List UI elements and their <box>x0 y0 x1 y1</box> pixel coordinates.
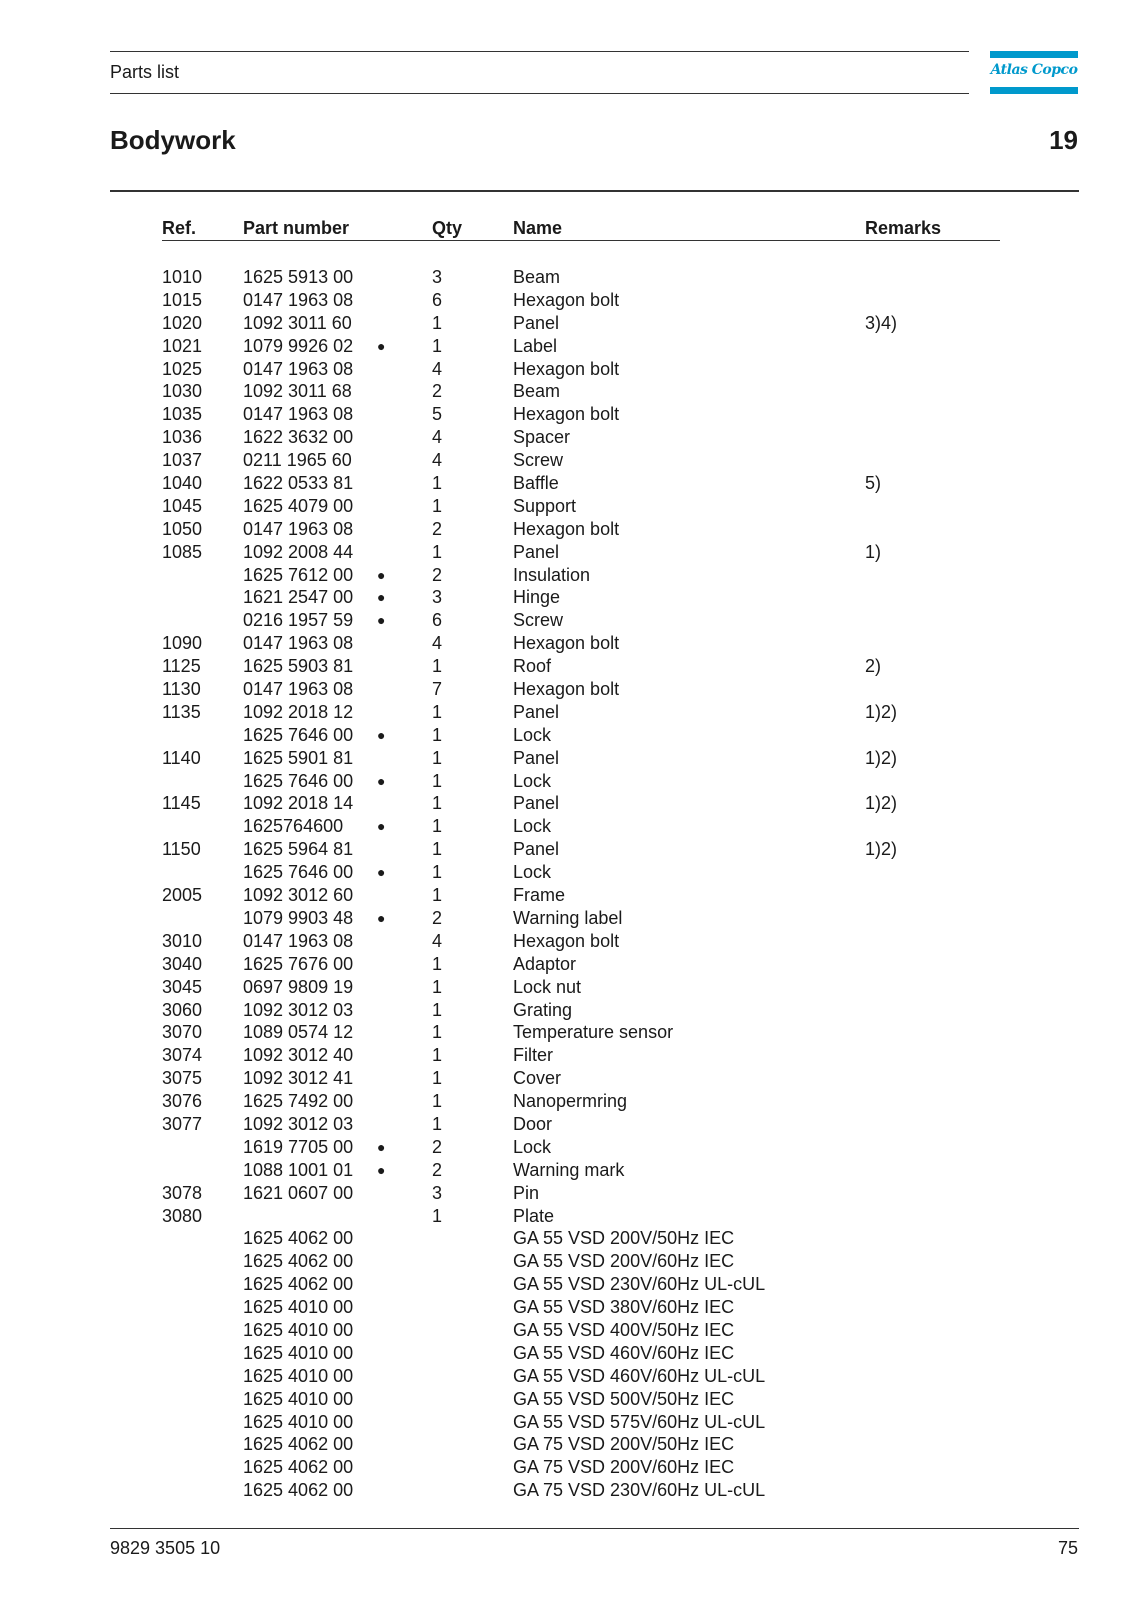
table-row <box>0 1479 1131 1502</box>
part-number-cell: 1621 2547 00 <box>243 587 354 608</box>
logo-text: Atlas Copco <box>990 62 1078 78</box>
bullet-marker: ● <box>377 337 386 354</box>
ref-cell: 1037 <box>162 450 203 471</box>
name-cell: Panel <box>513 747 560 768</box>
qty-cell: 5 <box>432 404 443 425</box>
qty-cell: 6 <box>432 289 443 310</box>
remarks-cell: 1)2) <box>865 747 898 768</box>
table-row <box>0 564 1131 587</box>
ref-cell: 1021 <box>162 335 203 356</box>
part-number-cell: 1625 4010 00 <box>243 1342 354 1363</box>
table-row <box>0 1250 1131 1273</box>
name-cell: GA 75 VSD 200V/60Hz IEC <box>513 1457 735 1478</box>
ref-cell: 3070 <box>162 1022 203 1043</box>
table-row <box>0 266 1131 289</box>
ref-cell: 3045 <box>162 976 203 997</box>
table-row <box>0 403 1131 426</box>
part-number-cell: 1625 4010 00 <box>243 1297 354 1318</box>
name-cell: Beam <box>513 267 561 287</box>
part-number-cell: 1625 5901 81 <box>243 747 354 768</box>
part-number-cell: 1625 4010 00 <box>243 1365 354 1386</box>
page-title: Bodywork <box>110 125 236 155</box>
table-row <box>0 426 1131 449</box>
qty-cell: 4 <box>432 633 443 654</box>
part-number-cell: 1619 7705 00 <box>243 1136 354 1157</box>
qty-cell: 4 <box>432 930 443 951</box>
bullet-marker: ● <box>377 612 386 629</box>
table-row <box>0 1388 1131 1411</box>
col-header-name: Name <box>513 218 563 238</box>
ref-cell: 1150 <box>162 839 201 860</box>
qty-cell: 2 <box>432 381 443 402</box>
table-row <box>0 1365 1131 1388</box>
ref-cell: 1030 <box>162 381 203 402</box>
name-cell: Panel <box>513 541 560 562</box>
table-row <box>0 1090 1131 1113</box>
name-cell: Hexagon bolt <box>513 289 620 310</box>
part-number-cell: 1625 4062 00 <box>243 1457 354 1478</box>
bullet-marker: ● <box>377 589 386 606</box>
qty-cell: 1 <box>432 1068 443 1089</box>
table-row <box>0 884 1131 907</box>
part-number-cell: 0147 1963 08 <box>243 289 354 310</box>
part-number-cell: 1625 4010 00 <box>243 1411 354 1432</box>
part-number-cell: 1625 4010 00 <box>243 1388 354 1409</box>
qty-cell: 1 <box>432 701 443 722</box>
footer-rule <box>110 1528 1079 1529</box>
table-row <box>0 1159 1131 1182</box>
remarks-cell: 1)2) <box>865 793 898 814</box>
part-number-cell: 1625 7646 00 <box>243 770 354 791</box>
part-number-cell: 0697 9809 19 <box>243 976 354 997</box>
ref-cell: 1135 <box>162 701 201 722</box>
logo-bar-top <box>990 51 1078 58</box>
name-cell: Lock nut <box>513 976 582 997</box>
remarks-cell: 1) <box>865 541 882 562</box>
ref-cell: 2005 <box>162 885 203 906</box>
name-cell: Warning mark <box>513 1159 625 1180</box>
part-number-cell: 1092 3012 40 <box>243 1045 354 1066</box>
part-number-cell: 1621 0607 00 <box>243 1182 354 1203</box>
qty-cell: 1 <box>432 656 443 677</box>
col-header-part-number: Part number <box>243 218 350 238</box>
name-cell: Panel <box>513 839 560 860</box>
table-row <box>0 1433 1131 1456</box>
name-cell: Lock <box>513 816 552 837</box>
table-row <box>0 655 1131 678</box>
part-number-cell: 1625 5913 00 <box>243 267 354 287</box>
ref-cell: 3074 <box>162 1045 203 1066</box>
ref-cell: 1025 <box>162 358 203 379</box>
col-header-qty: Qty <box>432 218 463 238</box>
qty-cell: 2 <box>432 564 443 585</box>
table-row <box>0 747 1131 770</box>
name-cell: Hexagon bolt <box>513 930 620 951</box>
col-header-ref: Ref. <box>162 218 197 238</box>
column-header-rule <box>162 240 1000 241</box>
footer-page-number: 75 <box>1057 1538 1078 1558</box>
table-row <box>0 495 1131 518</box>
name-cell: Spacer <box>513 427 571 448</box>
qty-cell: 1 <box>432 1045 443 1066</box>
qty-cell: 1 <box>432 335 443 356</box>
qty-cell: 3 <box>432 587 443 608</box>
name-cell: GA 55 VSD 200V/50Hz IEC <box>513 1228 735 1249</box>
table-row <box>0 770 1131 793</box>
ref-cell: 1125 <box>162 656 201 677</box>
table-row <box>0 815 1131 838</box>
table-row <box>0 609 1131 632</box>
table-row <box>0 312 1131 335</box>
part-number-cell: 1092 2008 44 <box>243 541 354 562</box>
table-row <box>0 1296 1131 1319</box>
qty-cell: 7 <box>432 679 443 700</box>
qty-cell: 2 <box>432 1159 443 1180</box>
table-row <box>0 701 1131 724</box>
bullet-marker: ● <box>377 1138 386 1155</box>
part-number-cell: 1625 7612 00 <box>243 564 354 585</box>
ref-cell: 1145 <box>162 793 201 814</box>
name-cell: Grating <box>513 999 573 1020</box>
name-cell: Screw <box>513 450 564 471</box>
qty-cell: 1 <box>432 976 443 997</box>
qty-cell: 2 <box>432 1136 443 1157</box>
part-number-cell: 0147 1963 08 <box>243 633 354 654</box>
name-cell: Warning label <box>513 907 623 928</box>
table-row <box>0 472 1131 495</box>
part-number-cell: 1092 3012 41 <box>243 1068 354 1089</box>
part-number-cell: 0147 1963 08 <box>243 358 354 379</box>
part-number-cell: 1088 1001 01 <box>243 1159 354 1180</box>
table-row <box>0 1319 1131 1342</box>
title-rule <box>110 190 1079 192</box>
header-top-rule <box>110 51 969 52</box>
bullet-marker: ● <box>377 1161 386 1178</box>
name-cell: Baffle <box>513 473 559 494</box>
remarks-cell: 2) <box>865 656 882 677</box>
bullet-marker: ● <box>377 818 386 835</box>
table-row <box>0 999 1131 1022</box>
table-row <box>0 1067 1131 1090</box>
name-cell: Hexagon bolt <box>513 358 620 379</box>
ref-cell: 3075 <box>162 1068 203 1089</box>
name-cell: GA 55 VSD 460V/60Hz IEC <box>513 1342 735 1363</box>
name-cell: GA 55 VSD 400V/50Hz IEC <box>513 1319 735 1340</box>
header-bottom-rule <box>110 93 969 94</box>
qty-cell: 1 <box>432 312 443 333</box>
name-cell: Screw <box>513 610 564 631</box>
name-cell: Label <box>513 335 558 356</box>
name-cell: Hexagon bolt <box>513 633 620 654</box>
ref-cell: 1045 <box>162 495 203 516</box>
bullet-marker: ● <box>377 909 386 926</box>
part-number-cell: 1089 0574 12 <box>243 1022 354 1043</box>
remarks-cell: 3)4) <box>865 312 898 333</box>
part-number-cell: 1625 4079 00 <box>243 495 354 516</box>
part-number-cell: 1092 3011 60 <box>243 312 352 333</box>
table-row <box>0 1136 1131 1159</box>
part-number-cell: 1092 3012 03 <box>243 999 354 1020</box>
part-number-cell: 1079 9926 02 <box>243 335 354 356</box>
part-number-cell: 1625764600 <box>243 816 344 837</box>
name-cell: Lock <box>513 770 552 791</box>
name-cell: Panel <box>513 701 560 722</box>
qty-cell: 1 <box>432 839 443 860</box>
ref-cell: 1130 <box>162 679 201 700</box>
header-label: Parts list <box>110 62 180 82</box>
qty-cell: 2 <box>432 907 443 928</box>
name-cell: Roof <box>513 656 552 677</box>
part-number-cell: 1092 2018 14 <box>243 793 354 814</box>
part-number-cell: 1092 3012 60 <box>243 885 354 906</box>
part-number-cell: 1092 3012 03 <box>243 1113 354 1134</box>
table-row <box>0 1205 1131 1228</box>
qty-cell: 1 <box>432 1091 443 1112</box>
table-row <box>0 449 1131 472</box>
name-cell: Lock <box>513 724 552 745</box>
ref-cell: 1036 <box>162 427 203 448</box>
name-cell: Nanopermring <box>513 1091 628 1112</box>
qty-cell: 1 <box>432 724 443 745</box>
qty-cell: 1 <box>432 862 443 883</box>
table-row <box>0 1044 1131 1067</box>
part-number-cell: 0147 1963 08 <box>243 404 354 425</box>
part-number-cell: 0147 1963 08 <box>243 930 354 951</box>
ref-cell: 1085 <box>162 541 203 562</box>
part-number-cell: 1625 4062 00 <box>243 1434 354 1455</box>
atlas-copco-logo <box>990 51 1078 94</box>
remarks-cell: 1)2) <box>865 701 898 722</box>
name-cell: GA 75 VSD 230V/60Hz UL-cUL <box>513 1480 766 1501</box>
name-cell: Door <box>513 1113 553 1134</box>
name-cell: Plate <box>513 1205 555 1226</box>
section-number: 19 <box>1049 125 1078 155</box>
part-number-cell: 1622 0533 81 <box>243 473 354 494</box>
name-cell: Beam <box>513 381 561 402</box>
part-number-cell: 0211 1965 60 <box>243 450 352 471</box>
ref-cell: 1140 <box>162 747 201 768</box>
qty-cell: 3 <box>432 1182 443 1203</box>
qty-cell: 1 <box>432 747 443 768</box>
name-cell: Filter <box>513 1045 553 1066</box>
part-number-cell: 1625 4062 00 <box>243 1480 354 1501</box>
name-cell: Temperature sensor <box>513 1022 674 1043</box>
qty-cell: 1 <box>432 495 443 516</box>
ref-cell: 1015 <box>162 289 203 310</box>
table-row <box>0 1227 1131 1250</box>
ref-cell: 1090 <box>162 633 203 654</box>
table-row <box>0 1113 1131 1136</box>
table-row <box>0 792 1131 815</box>
table-row <box>0 907 1131 930</box>
table-row <box>0 838 1131 861</box>
part-number-cell: 1625 4062 00 <box>243 1228 354 1249</box>
ref-cell: 3080 <box>162 1205 203 1226</box>
qty-cell: 1 <box>432 1113 443 1134</box>
name-cell: Pin <box>513 1182 540 1203</box>
qty-cell: 2 <box>432 518 443 539</box>
name-cell: Insulation <box>513 564 591 585</box>
name-cell: Hinge <box>513 587 561 608</box>
part-number-cell: 1625 4062 00 <box>243 1274 354 1295</box>
part-number-cell: 1079 9903 48 <box>243 907 354 928</box>
name-cell: Adaptor <box>513 953 577 974</box>
ref-cell: 3078 <box>162 1182 203 1203</box>
qty-cell: 1 <box>432 473 443 494</box>
part-number-cell: 0216 1957 59 <box>243 610 354 631</box>
table-row <box>0 678 1131 701</box>
name-cell: Support <box>513 495 577 516</box>
bullet-marker: ● <box>377 566 386 583</box>
table-row <box>0 976 1131 999</box>
table-row <box>0 289 1131 312</box>
qty-cell: 4 <box>432 358 443 379</box>
table-row <box>0 930 1131 953</box>
name-cell: Hexagon bolt <box>513 404 620 425</box>
ref-cell: 1050 <box>162 518 203 539</box>
qty-cell: 6 <box>432 610 443 631</box>
name-cell: Lock <box>513 862 552 883</box>
table-row <box>0 1021 1131 1044</box>
table-row <box>0 1182 1131 1205</box>
part-number-cell: 0147 1963 08 <box>243 679 354 700</box>
name-cell: Frame <box>513 885 566 906</box>
name-cell: GA 75 VSD 200V/50Hz IEC <box>513 1434 735 1455</box>
part-number-cell: 1622 3632 00 <box>243 427 354 448</box>
qty-cell: 1 <box>432 816 443 837</box>
name-cell: Hexagon bolt <box>513 518 620 539</box>
name-cell: GA 55 VSD 460V/60Hz UL-cUL <box>513 1365 766 1386</box>
part-number-cell: 1092 2018 12 <box>243 701 354 722</box>
ref-cell: 3076 <box>162 1091 203 1112</box>
part-number-cell: 1625 7646 00 <box>243 724 354 745</box>
ref-cell: 1010 <box>162 267 203 287</box>
table-row <box>0 586 1131 609</box>
qty-cell: 3 <box>432 267 443 287</box>
qty-cell: 1 <box>432 885 443 906</box>
table-row <box>0 861 1131 884</box>
remarks-cell: 1)2) <box>865 839 898 860</box>
footer-doc-number: 9829 3505 10 <box>110 1538 221 1558</box>
name-cell: Lock <box>513 1136 552 1157</box>
name-cell: Hexagon bolt <box>513 679 620 700</box>
qty-cell: 1 <box>432 541 443 562</box>
table-row <box>0 541 1131 564</box>
ref-cell: 1040 <box>162 473 203 494</box>
ref-cell: 3010 <box>162 930 203 951</box>
name-cell: Cover <box>513 1068 562 1089</box>
part-number-cell: 0147 1963 08 <box>243 518 354 539</box>
col-header-remarks: Remarks <box>865 218 942 238</box>
qty-cell: 1 <box>432 1022 443 1043</box>
table-row <box>0 1273 1131 1296</box>
ref-cell: 3077 <box>162 1113 203 1134</box>
table-row <box>0 358 1131 381</box>
parts-table <box>0 266 1131 1502</box>
name-cell: GA 55 VSD 200V/60Hz IEC <box>513 1251 735 1272</box>
part-number-cell: 1625 4010 00 <box>243 1319 354 1340</box>
name-cell: GA 55 VSD 380V/60Hz IEC <box>513 1297 735 1318</box>
part-number-cell: 1625 5903 81 <box>243 656 354 677</box>
name-cell: Panel <box>513 793 560 814</box>
qty-cell: 1 <box>432 770 443 791</box>
logo-bar-bottom <box>990 87 1078 94</box>
table-row <box>0 1342 1131 1365</box>
ref-cell: 3060 <box>162 999 203 1020</box>
table-row <box>0 1411 1131 1434</box>
qty-cell: 1 <box>432 793 443 814</box>
part-number-cell: 1625 7676 00 <box>243 953 354 974</box>
remarks-cell: 5) <box>865 473 882 494</box>
name-cell: Panel <box>513 312 560 333</box>
name-cell: GA 55 VSD 230V/60Hz UL-cUL <box>513 1274 766 1295</box>
ref-cell: 1020 <box>162 312 203 333</box>
bullet-marker: ● <box>377 864 386 881</box>
table-row <box>0 1456 1131 1479</box>
ref-cell: 1035 <box>162 404 203 425</box>
part-number-cell: 1625 7646 00 <box>243 862 354 883</box>
qty-cell: 4 <box>432 450 443 471</box>
table-row <box>0 632 1131 655</box>
bullet-marker: ● <box>377 772 386 789</box>
part-number-cell: 1625 5964 81 <box>243 839 354 860</box>
table-row <box>0 380 1131 403</box>
bullet-marker: ● <box>377 726 386 743</box>
table-row <box>0 335 1131 358</box>
table-row <box>0 953 1131 976</box>
qty-cell: 4 <box>432 427 443 448</box>
qty-cell: 1 <box>432 999 443 1020</box>
qty-cell: 1 <box>432 953 443 974</box>
qty-cell: 1 <box>432 1205 443 1226</box>
part-number-cell: 1092 3011 68 <box>243 381 352 402</box>
part-number-cell: 1625 7492 00 <box>243 1091 354 1112</box>
name-cell: GA 55 VSD 500V/50Hz IEC <box>513 1388 735 1409</box>
ref-cell: 3040 <box>162 953 203 974</box>
table-row <box>0 724 1131 747</box>
table-row <box>0 518 1131 541</box>
part-number-cell: 1625 4062 00 <box>243 1251 354 1272</box>
name-cell: GA 55 VSD 575V/60Hz UL-cUL <box>513 1411 766 1432</box>
